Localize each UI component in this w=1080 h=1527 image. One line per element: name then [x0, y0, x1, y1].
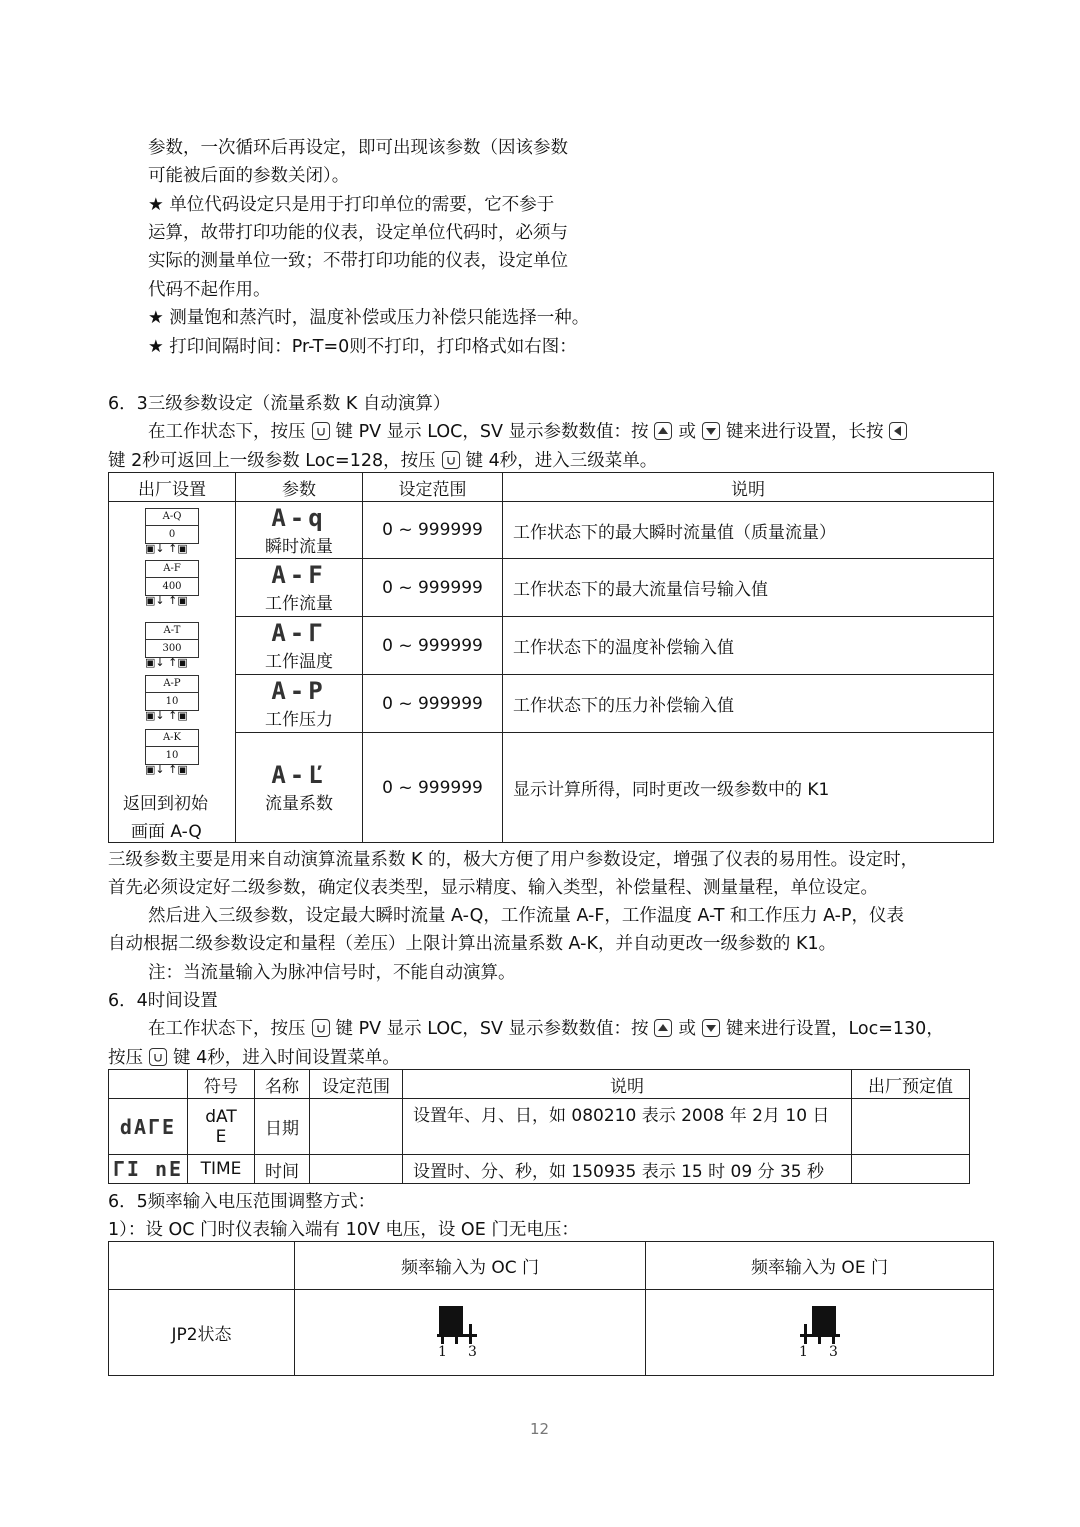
level3-param-table [108, 472, 994, 843]
segment-display: A-F [271, 561, 327, 589]
intro-line-4: 运算，故带打印功能的仪表，设定单位代码时，必须与 [148, 223, 568, 243]
time-setting-table [108, 1069, 970, 1184]
th-oc: 频率输入为 OC 门 [295, 1242, 646, 1290]
desc-cell: 工作状态下的最大瞬时流量值（质量流量） [503, 502, 994, 559]
range-cell: 0 ~ 999999 [363, 502, 503, 559]
s63-p2a: 键 2秒可返回上一级参数 Loc=128，按压 [108, 451, 436, 471]
factory-box-ak: A-K 10 [145, 729, 199, 765]
desc-cell: 工作状态下的最大流量信号输入值 [503, 559, 994, 617]
param-name: 工作温度 [265, 652, 333, 672]
factory-box-at: A-T 300 [145, 622, 199, 658]
s64-p2b: 键 4秒，进入时间设置菜单。 [173, 1048, 400, 1068]
set-key-icon [149, 1048, 167, 1066]
range-cell: 0 ~ 999999 [363, 617, 503, 675]
th-symbol: 符号 [188, 1070, 255, 1099]
param-cell-at [236, 617, 363, 675]
nav-arrows-icon: ▣↓ ↑▣ [145, 656, 188, 669]
nav-arrows-icon: ▣↓ ↑▣ [145, 709, 188, 722]
factory-box-aq: A-Q 0 [145, 508, 199, 544]
nav-arrows-icon: ▣↓ ↑▣ [145, 763, 188, 776]
name-cell: 时间 [255, 1155, 310, 1184]
param-cell-ak [236, 733, 363, 843]
desc-cell: 工作状态下的温度补偿输入值 [503, 617, 994, 675]
factory-box-af: A-F 400 [145, 560, 199, 596]
default-cell [852, 1155, 970, 1184]
up-key-icon [654, 422, 672, 440]
desc-cell: 工作状态下的压力补偿输入值 [503, 675, 994, 733]
segment-display: dAΓE [119, 1114, 177, 1139]
th-range: 设定范围 [363, 473, 503, 502]
s64-p1a: 在工作状态下，按压 [148, 1019, 306, 1039]
s63-p1c: 或 [678, 422, 696, 442]
desc-cell: 设置时、分、秒，如 150935 表示 15 时 09 分 35 秒 [403, 1155, 852, 1184]
nav-arrows-icon: ▣↓ ↑▣ [145, 542, 188, 555]
symbol-line1: TIME [200, 1159, 242, 1179]
seg-cell-date [109, 1099, 188, 1155]
intro-line-7: ★ 测量饱和蒸汽时，温度补偿或压力补偿只能选择一种。 [148, 308, 590, 328]
desc-cell: 设置年、月、日，如 080210 表示 2008 年 2月 10 日 [403, 1099, 852, 1155]
factory-flow-cell [109, 502, 236, 843]
s63-para-line1 [148, 418, 913, 443]
th-blank [109, 1070, 188, 1099]
th-blank [109, 1242, 295, 1290]
set-key-icon [312, 1019, 330, 1037]
s64-p2a: 按压 [108, 1048, 143, 1068]
range-cell: 0 ~ 999999 [363, 733, 503, 843]
default-cell [852, 1099, 970, 1155]
th-name: 名称 [255, 1070, 310, 1099]
jp2-table [108, 1241, 994, 1376]
intro-line-5: 实际的测量单位一致；不带打印功能的仪表，设定单位 [148, 251, 568, 271]
segment-display: A-P [271, 677, 327, 705]
s64-para-line1 [148, 1015, 944, 1040]
down-key-icon [702, 422, 720, 440]
jp2-oc-cell [295, 1290, 646, 1376]
jp2-label: JP2状态 [109, 1290, 295, 1376]
pin-label-1: 1 [799, 1344, 808, 1360]
segment-display: A-Ľ [271, 761, 327, 789]
param-cell-aq [236, 502, 363, 559]
pin-label-1: 1 [438, 1344, 447, 1360]
th-desc: 说明 [403, 1070, 852, 1099]
param-name: 流量系数 [265, 794, 333, 814]
set-key-icon [442, 451, 460, 469]
section-6-4-heading: 6．4时间设置 [108, 991, 218, 1011]
range-cell: 0 ~ 999999 [363, 559, 503, 617]
th-range: 设定范围 [310, 1070, 403, 1099]
s63-after-3: 然后进入三级参数，设定最大瞬时流量 A-Q，工作流量 A-F，工作温度 A-T 和工作压力 A-P，仪表 [148, 906, 905, 926]
param-name: 工作压力 [265, 710, 333, 730]
th-default: 出厂预定值 [852, 1070, 970, 1099]
s63-p1d: 键来进行设置，长按 [725, 422, 884, 442]
intro-line-3: ★ 单位代码设定只是用于打印单位的需要，它不参于 [148, 195, 555, 215]
symbol-cell [188, 1099, 255, 1155]
intro-line-8: ★ 打印间隔时间：Pr-T=0则不打印，打印格式如右图： [148, 337, 577, 357]
s63-p1b: 键 PV 显示 LOC，SV 显示参数数值：按 [335, 422, 649, 442]
desc-cell: 显示计算所得，同时更改一级参数中的 K1 [503, 733, 994, 843]
jumper-oc-icon [435, 1304, 479, 1344]
s64-p1c: 或 [678, 1019, 696, 1039]
s64-p1b: 键 PV 显示 LOC，SV 显示参数数值：按 [335, 1019, 649, 1039]
pin-label-3: 3 [468, 1344, 477, 1360]
range-cell: 0 ~ 999999 [363, 675, 503, 733]
th-desc: 说明 [503, 473, 994, 502]
jumper-oe-icon [798, 1304, 842, 1344]
s63-para-line2 [108, 447, 657, 472]
s65-sub: 1）：设 OC 门时仪表输入端有 10V 电压，设 OE 门无电压： [108, 1220, 579, 1240]
symbol-cell [188, 1155, 255, 1184]
param-cell-af [236, 559, 363, 617]
s63-after-1: 三级参数主要是用来自动演算流量系数 K 的，极大方便了用户参数设定，增强了仪表的易用性。设定时， [108, 850, 919, 870]
s63-p1a: 在工作状态下，按压 [148, 422, 306, 442]
s64-para-line2 [108, 1044, 400, 1069]
down-key-icon [702, 1019, 720, 1037]
symbol-line1: dAT [205, 1106, 237, 1127]
page-number: 12 [530, 1420, 550, 1438]
s63-after-2: 首先必须设定好二级参数，确定仪表类型，显示精度、输入类型，补偿量程、测量量程，单位设定。 [108, 878, 878, 898]
symbol-line2: E [215, 1126, 227, 1147]
name-cell: 日期 [255, 1099, 310, 1155]
return-text-1: 返回到初始 [123, 794, 208, 814]
s64-p1d: 键来进行设置，Loc=130， [725, 1019, 944, 1039]
param-name: 工作流量 [265, 594, 333, 614]
nav-arrows-icon: ▣↓ ↑▣ [145, 594, 188, 607]
param-name: 瞬时流量 [265, 536, 333, 557]
s63-after-5: 注：当流量输入为脉冲信号时，不能自动演算。 [148, 963, 516, 983]
factory-box-ap: A-P 10 [145, 675, 199, 711]
intro-line-2: 可能被后面的参数关闭）。 [148, 166, 350, 186]
th-param: 参数 [236, 473, 363, 502]
seg-cell-time [109, 1155, 188, 1184]
left-key-icon [889, 422, 907, 440]
section-6-3-heading: 6．3三级参数设定（流量系数 K 自动演算） [108, 394, 451, 414]
intro-line-6: 代码不起作用。 [148, 280, 271, 300]
s63-p2b: 键 4秒，进入三级菜单。 [465, 451, 658, 471]
up-key-icon [654, 1019, 672, 1037]
return-text-2: 画面 A-Q [131, 822, 202, 842]
section-6-5-heading: 6．5频率输入电压范围调整方式： [108, 1192, 376, 1212]
th-oe: 频率输入为 OE 门 [646, 1242, 994, 1290]
segment-display: A-Γ [271, 619, 327, 647]
segment-display: A-q [271, 503, 327, 532]
set-key-icon [312, 422, 330, 440]
segment-display: ΓI nE [112, 1157, 184, 1181]
range-cell [310, 1099, 403, 1155]
param-cell-ap [236, 675, 363, 733]
range-cell [310, 1155, 403, 1184]
pin-label-3: 3 [829, 1344, 838, 1360]
intro-line-1: 参数，一次循环后再设定，即可出现该参数（因该参数 [148, 138, 568, 158]
s63-after-4: 自动根据二级参数设定和量程（差压）上限计算出流量系数 A-K，并自动更改一级参数的 K1。 [108, 934, 837, 954]
th-factory: 出厂设置 [109, 473, 236, 502]
jp2-oe-cell [646, 1290, 994, 1376]
